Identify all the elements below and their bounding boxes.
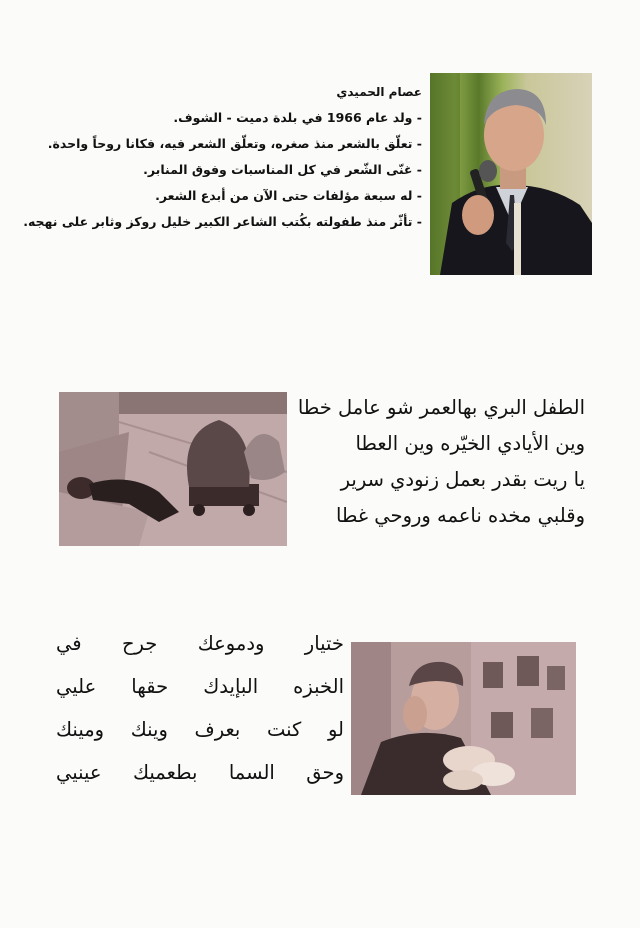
poem-old-man	[56, 632, 344, 804]
poet-bio	[23, 84, 422, 240]
poem-1-verse-2: وين الأيادي الخيّره وين العطا	[355, 432, 585, 455]
poet-portrait-photo	[430, 73, 592, 275]
portrait-illustration	[430, 73, 592, 275]
poem-1-verse-3: يا ريت بقدر بعمل زنودي سرير	[340, 468, 585, 491]
old-man-illustration	[351, 642, 576, 795]
old-man-with-bread-photo	[351, 642, 576, 795]
poem-1-verse-1: الطفل البري بهالعمر شو عامل خطا	[297, 396, 585, 419]
street-child-illustration	[59, 392, 287, 546]
bio-line-works: - له سبعة مؤلفات حتى الآن من أبدع الشعر.	[155, 188, 422, 203]
poem-street-child	[297, 396, 585, 540]
poem-2-verse-2: الخبزه البإيدك حقها عليي	[56, 675, 344, 698]
poem-1-verse-4: وقلبي مخده ناعمه وروحي غطا	[335, 504, 585, 527]
street-child-photo	[59, 392, 287, 546]
bio-line-occasions: - غنّى الشّعر في كل المناسبات وفوق المنابر.	[143, 162, 422, 177]
bio-line-birth: - ولد عام 1966 في بلدة دميت - الشوف.	[173, 110, 422, 125]
poet-name: عصام الحميدي	[336, 85, 422, 99]
poem-2-verse-4: وحق السما بطعميك عينيي	[56, 761, 344, 784]
bio-line-poetry: - تعلّق بالشعر منذ صغره، وتعلّق الشعر فيه، فكانا روحاً واحدة.	[47, 136, 422, 151]
poem-2-verse-1: ختيار ودموعك جرح في	[56, 632, 344, 655]
bio-line-influence: - تأثّر منذ طفولته بكُتب الشاعر الكبير خليل روكز وثابر على نهجه.	[23, 214, 422, 229]
poem-2-verse-3: لو كنت بعرف وينك ومينك	[56, 718, 344, 741]
